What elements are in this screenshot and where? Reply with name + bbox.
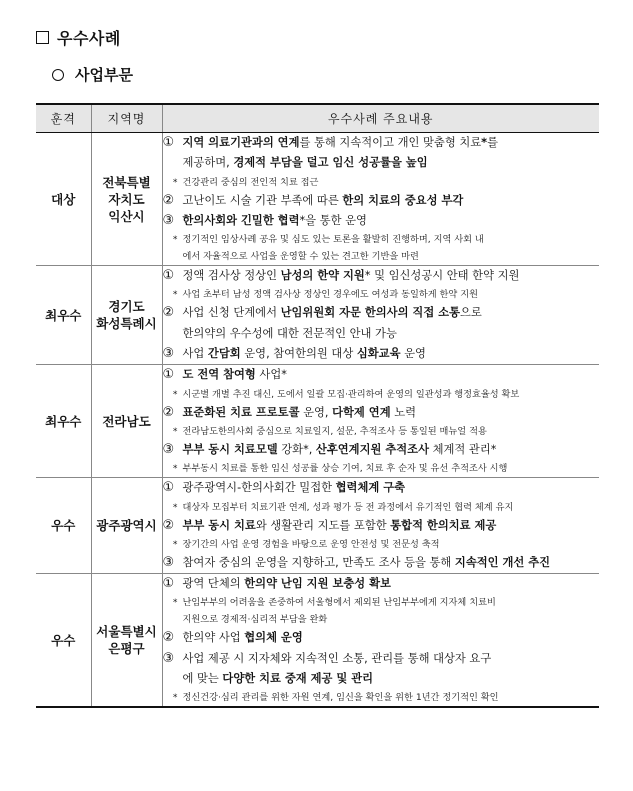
numbered-point bbox=[163, 266, 600, 286]
emphasis-text: 도 전역 참여형 bbox=[182, 368, 256, 382]
region-name-line: 서울특별시 bbox=[96, 624, 157, 640]
asterisk-icon: * bbox=[172, 463, 178, 475]
footnote-text: 시군별 개별 추진 대신, 도에서 일괄 모집·관리하여 운영의 일관성과 행정효율성 확보 bbox=[182, 388, 520, 400]
footnote-text: 정신건강·심리 관리를 위한 자원 연계, 임신을 확인을 위한 1년간 정기적인 확인 bbox=[182, 692, 499, 704]
numbered-point bbox=[163, 516, 600, 536]
circle-bullet-icon bbox=[52, 69, 64, 81]
table-body bbox=[36, 133, 599, 708]
footnote bbox=[163, 499, 600, 516]
text-span: 정액 검사상 정상인 bbox=[182, 269, 281, 283]
circled-number: ③ bbox=[162, 212, 175, 228]
region-cell bbox=[91, 574, 162, 708]
numbered-point bbox=[163, 628, 600, 648]
emphasis-text: 지역 의료기관과의 연계 bbox=[182, 136, 300, 149]
point-text bbox=[183, 628, 303, 648]
region-name-line: 은평구 bbox=[108, 641, 145, 657]
point-text bbox=[183, 266, 520, 286]
footnote bbox=[163, 689, 600, 706]
grade-cell: 우수 bbox=[36, 478, 91, 574]
emphasis-text: * bbox=[481, 136, 488, 149]
asterisk-icon: * bbox=[172, 538, 178, 550]
table-row bbox=[36, 365, 599, 478]
footnote-continuation: 에서 자율적으로 사업을 운영할 수 있는 견고한 기반을 마련 bbox=[182, 251, 419, 263]
content-cell bbox=[162, 365, 599, 478]
text-span: 한의약 사업 bbox=[182, 631, 245, 645]
text-span: 참여자 중심의 운영을 지향하고, 만족도 조사 등을 통해 bbox=[182, 555, 455, 569]
region-cell bbox=[91, 133, 162, 266]
text-span: 한의약의 우수성에 대한 전문적인 안내 가능 bbox=[182, 326, 397, 340]
numbered-point bbox=[163, 303, 600, 323]
point-text bbox=[183, 303, 482, 323]
text-span: 광주광역시-한의사회간 밀접한 bbox=[182, 481, 336, 495]
text-span: 고난이도 시술 기관 부족에 따른 bbox=[182, 193, 343, 207]
asterisk-icon: * bbox=[172, 597, 178, 609]
asterisk-icon: * bbox=[172, 425, 178, 437]
circled-number: ① bbox=[162, 480, 175, 496]
text-span: 사업 bbox=[182, 347, 208, 361]
region-name-line: 익산시 bbox=[108, 208, 145, 224]
circled-number: ① bbox=[162, 268, 175, 284]
awards-table bbox=[36, 103, 599, 708]
point-text bbox=[183, 649, 492, 669]
content-cell bbox=[162, 478, 599, 574]
emphasis-text: 한의 치료의 중요성 부각 bbox=[342, 193, 464, 207]
point-text bbox=[183, 344, 426, 364]
asterisk-icon: * bbox=[172, 176, 178, 188]
numbered-point bbox=[163, 211, 600, 231]
section-heading bbox=[36, 26, 121, 49]
region-cell bbox=[91, 478, 162, 574]
point-text bbox=[183, 672, 374, 685]
point-text bbox=[183, 516, 497, 536]
footnote bbox=[163, 174, 600, 191]
footnote bbox=[163, 536, 600, 553]
numbered-point bbox=[163, 440, 600, 460]
emphasis-text: 난임위원회 자문 한의사의 직접 소통 bbox=[280, 306, 461, 320]
emphasis-text: 한의사회와 긴밀한 협력 bbox=[182, 213, 300, 227]
region-name-line: 광주광역시 bbox=[96, 518, 157, 534]
footnote-text: 건강관리 중심의 전인적 치료 접근 bbox=[182, 176, 319, 188]
point-text bbox=[183, 327, 397, 340]
numbered-point bbox=[163, 344, 600, 364]
footnote-text: 전라남도한의사회 중심으로 치료일지, 설문, 추적조사 등 통일된 매뉴얼 적용 bbox=[182, 425, 487, 437]
table-row bbox=[36, 133, 599, 266]
point-continuation bbox=[163, 153, 600, 173]
region-cell bbox=[91, 365, 162, 478]
circled-number: ① bbox=[162, 135, 175, 150]
asterisk-icon: * bbox=[172, 388, 178, 400]
circled-number: ② bbox=[162, 517, 175, 533]
text-span: 사업 신청 단계에서 bbox=[182, 306, 281, 320]
emphasis-text: 통합적 한의치료 제공 bbox=[390, 518, 497, 532]
emphasis-text: 부부 동시 치료모델 bbox=[182, 442, 278, 456]
asterisk-icon: * bbox=[172, 692, 178, 704]
numbered-point bbox=[163, 403, 600, 423]
grade-cell: 대상 bbox=[36, 133, 91, 266]
point-continuation bbox=[163, 669, 600, 689]
text-span: * 및 임신성공시 안태 한약 지원 bbox=[364, 269, 520, 283]
text-span: 으로 bbox=[460, 306, 482, 320]
footnote bbox=[163, 386, 600, 403]
column-header-content: 우수사례 주요내용 bbox=[162, 104, 599, 133]
numbered-point bbox=[163, 133, 600, 153]
footnote-text: 대상자 모집부터 치료기관 연계, 성과 평가 등 전 과정에서 유기적인 협력 체계 유지 bbox=[182, 501, 514, 513]
emphasis-text: 심화교육 bbox=[356, 347, 401, 361]
point-text bbox=[183, 156, 428, 169]
region-cell bbox=[91, 266, 162, 365]
emphasis-text: 협력체계 구축 bbox=[335, 481, 406, 495]
asterisk-icon: * bbox=[172, 289, 178, 301]
circled-number: ③ bbox=[162, 441, 175, 457]
footnote-text: 사업 초부터 남성 정액 검사상 정상인 경우에도 여성과 동일하게 한약 지원 bbox=[182, 289, 478, 301]
content-cell bbox=[162, 574, 599, 708]
text-span: *을 통한 운영 bbox=[299, 213, 367, 227]
text-span: 사업 제공 시 지자체와 지속적인 소통, 관리를 통해 대상자 요구 bbox=[182, 651, 492, 665]
circled-number: ② bbox=[162, 630, 175, 646]
text-span: 를 통해 지속적이고 개인 맞춤형 치료 bbox=[299, 136, 482, 149]
square-bullet-icon bbox=[36, 31, 49, 44]
point-text bbox=[183, 478, 406, 498]
table-row bbox=[36, 478, 599, 574]
content-cell bbox=[162, 133, 599, 266]
point-continuation bbox=[163, 324, 600, 344]
footnote bbox=[163, 286, 600, 303]
text-span: 강화*, bbox=[277, 442, 316, 456]
emphasis-text: 한의약 난임 지원 보충성 확보 bbox=[244, 577, 391, 591]
footnote-text: 정기적인 임상사례 공유 및 심도 있는 토론을 활발히 진행하며, 지역 사회 내 bbox=[182, 234, 484, 246]
emphasis-text: 지속적인 개선 추진 bbox=[454, 555, 551, 569]
emphasis-text: 산후연계지원 추적조사 bbox=[315, 442, 429, 456]
footnote-continuation: 지원으로 경제적·심리적 부담을 완화 bbox=[182, 614, 328, 626]
text-span: 노력 bbox=[390, 405, 417, 419]
text-span: 를 bbox=[487, 136, 498, 149]
text-span: 와 생활관리 지도를 포함한 bbox=[255, 518, 391, 532]
emphasis-text: 간담회 bbox=[207, 347, 241, 361]
emphasis-text: 경제적 부담을 덜고 임신 성공률을 높임 bbox=[233, 156, 428, 170]
emphasis-text: 다양한 치료 중재 제공 및 관리 bbox=[222, 672, 374, 686]
footnote-text: 부부동시 치료를 통한 임신 성공률 상승 기여, 치료 후 순자 및 유선 추적조사 시행 bbox=[182, 463, 508, 475]
text-span: 사업* bbox=[255, 368, 287, 382]
circled-number: ① bbox=[162, 367, 175, 383]
section-heading-text: 우수사례 bbox=[57, 29, 121, 48]
emphasis-text: 부부 동시 치료 bbox=[182, 518, 256, 532]
region-name-line: 전라남도 bbox=[102, 413, 151, 429]
content-cell bbox=[162, 266, 599, 365]
emphasis-text: 협의체 운영 bbox=[244, 631, 303, 645]
point-text bbox=[183, 553, 551, 573]
circled-number: ③ bbox=[162, 650, 175, 666]
numbered-point bbox=[163, 365, 600, 385]
grade-cell: 최우수 bbox=[36, 365, 91, 478]
text-span: 운영 bbox=[400, 347, 426, 361]
circled-number: ② bbox=[162, 404, 175, 420]
region-name-line: 전북특별 bbox=[102, 174, 151, 190]
footnote bbox=[163, 423, 600, 440]
circled-number: ③ bbox=[162, 554, 175, 570]
text-span: 체계적 관리* bbox=[428, 442, 497, 456]
column-header-region: 지역명 bbox=[91, 104, 162, 133]
region-name-line: 자치도 bbox=[108, 191, 145, 207]
emphasis-text: 표준화된 치료 프로토콜 bbox=[182, 405, 300, 419]
text-span: 광역 단체의 bbox=[182, 577, 245, 591]
subsection-heading bbox=[52, 64, 133, 85]
point-text bbox=[183, 191, 464, 211]
region-name-line: 경기도 bbox=[108, 299, 145, 315]
region-name-line: 화성특례시 bbox=[96, 316, 157, 332]
table-header-row bbox=[36, 104, 599, 133]
footnote-text: 난임부부의 어려움을 존중하여 서울형에서 제외된 난임부부에게 지자체 치료비 bbox=[182, 597, 496, 609]
point-text bbox=[183, 365, 287, 385]
point-text bbox=[183, 211, 367, 231]
asterisk-icon: * bbox=[172, 501, 178, 513]
column-header-grade: 훈격 bbox=[36, 104, 91, 133]
point-text bbox=[183, 403, 417, 423]
numbered-point bbox=[163, 649, 600, 669]
asterisk-icon: * bbox=[172, 234, 178, 246]
text-span: 제공하며, bbox=[182, 156, 234, 170]
circled-number: ③ bbox=[162, 346, 175, 362]
emphasis-text: 다학제 연계 bbox=[332, 405, 391, 419]
text-span: 운영, 참여한의원 대상 bbox=[240, 347, 357, 361]
numbered-point bbox=[163, 553, 600, 573]
numbered-point bbox=[163, 191, 600, 211]
emphasis-text: 남성의 한약 지원 bbox=[280, 269, 365, 283]
footnote bbox=[163, 460, 600, 477]
numbered-point bbox=[163, 574, 600, 594]
circled-number: ② bbox=[162, 192, 175, 208]
point-text bbox=[183, 574, 391, 594]
point-text bbox=[183, 440, 497, 460]
subsection-heading-text: 사업부문 bbox=[75, 66, 133, 84]
text-span: 에 맞는 bbox=[182, 672, 223, 686]
circled-number: ① bbox=[162, 576, 175, 592]
footnote bbox=[163, 594, 600, 611]
numbered-point bbox=[163, 478, 600, 498]
footnote-text: 장기간의 사업 운영 경험을 바탕으로 운영 안전성 및 전문성 축적 bbox=[182, 538, 440, 550]
table-row bbox=[36, 266, 599, 365]
grade-cell: 우수 bbox=[36, 574, 91, 708]
text-span: 운영, bbox=[299, 405, 333, 419]
grade-cell: 최우수 bbox=[36, 266, 91, 365]
footnote bbox=[163, 231, 600, 248]
table-row bbox=[36, 574, 599, 708]
circled-number: ② bbox=[162, 305, 175, 321]
point-text bbox=[183, 133, 499, 153]
